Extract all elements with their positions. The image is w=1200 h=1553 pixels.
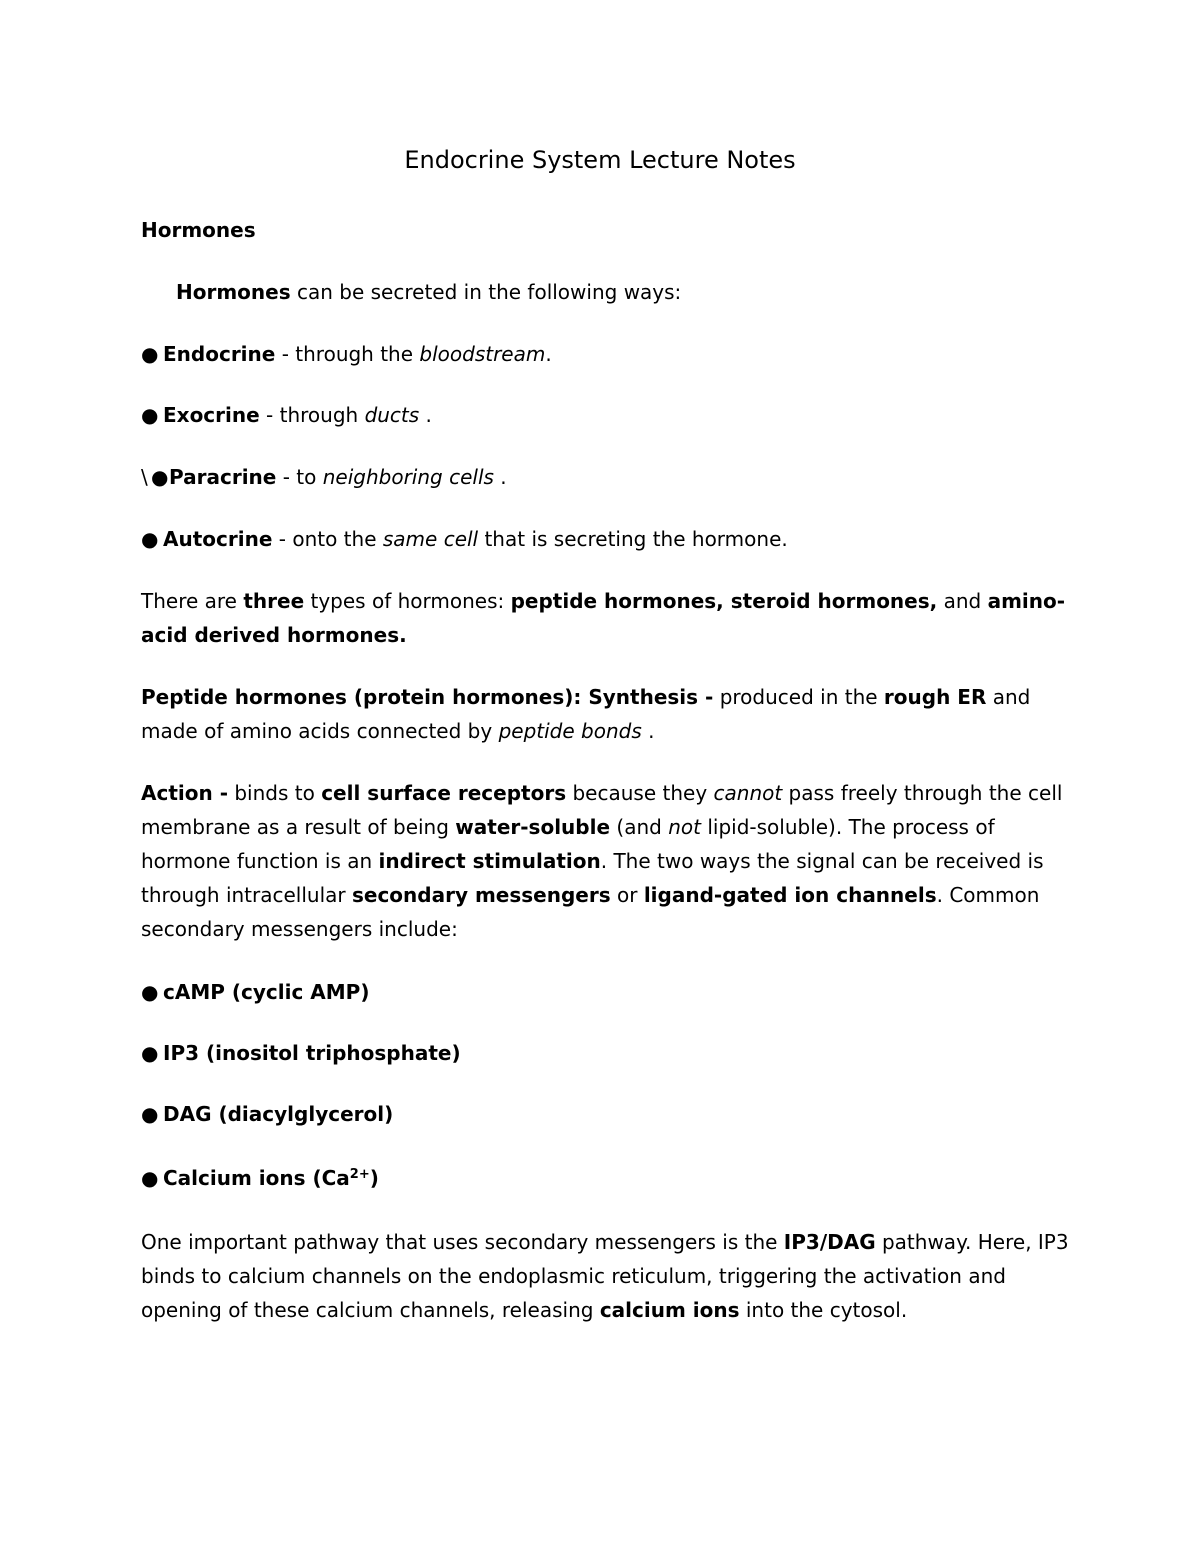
types-paragraph-line-1: There are three types of hormones: peptide hormones, steroid hormones, and amino- bbox=[141, 589, 1066, 613]
bullet-icon: ● bbox=[141, 1166, 159, 1190]
pathway-paragraph-line-1: One important pathway that uses secondary messengers is the IP3/DAG pathway. Here, IP3 bbox=[141, 1230, 1069, 1254]
bullet-icon: ● bbox=[141, 527, 159, 551]
peptide-paragraph-line-1: Peptide hormones (protein hormones): Synthesis - produced in the rough ER and bbox=[141, 685, 1031, 709]
peptide-paragraph-line-2: made of amino acids connected by peptide bonds . bbox=[141, 719, 655, 743]
list-item: ● cAMP (cyclic AMP) bbox=[141, 975, 1061, 1009]
list-item: \ ●Paracrine - to neighboring cells . bbox=[141, 460, 1061, 494]
list-item: ● Exocrine - through ducts . bbox=[141, 398, 1061, 432]
document-title: Endocrine System Lecture Notes bbox=[404, 146, 796, 174]
list-item: ● IP3 (inositol triphosphate) bbox=[141, 1036, 1061, 1070]
action-paragraph-line-5: secondary messengers include: bbox=[141, 917, 458, 941]
pathway-paragraph-line-3: opening of these calcium channels, releasing calcium ions into the cytosol. bbox=[141, 1298, 908, 1322]
action-paragraph-line-4: through intracellular secondary messengers or ligand-gated ion channels. Common bbox=[141, 883, 1040, 907]
bullet-icon: ● bbox=[141, 403, 159, 427]
pathway-paragraph-line-2: binds to calcium channels on the endoplasmic reticulum, triggering the activation and bbox=[141, 1264, 1006, 1288]
intro-bold: Hormones bbox=[176, 280, 291, 304]
bullet-icon: ● bbox=[141, 980, 159, 1004]
intro-line: Hormones can be secreted in the following ways: bbox=[176, 280, 682, 304]
list-item: ● DAG (diacylglycerol) bbox=[141, 1097, 1061, 1131]
list-item: ● Autocrine - onto the same cell that is secreting the hormone. bbox=[141, 522, 1061, 556]
action-paragraph-line-1: Action - binds to cell surface receptors because they cannot pass freely through the cell bbox=[141, 781, 1063, 805]
section-heading: Hormones bbox=[141, 218, 256, 242]
stray-backslash: \ bbox=[141, 465, 148, 489]
bullet-icon: ● bbox=[141, 1102, 159, 1126]
bullet-icon: ● bbox=[141, 1041, 159, 1065]
list-item: ● Calcium ions $(Ca^{2+})$ bbox=[141, 1161, 1061, 1195]
action-paragraph-line-3: hormone function is an indirect stimulation. The two ways the signal can be received is bbox=[141, 849, 1044, 873]
list-item: ● Endocrine - through the bloodstream. bbox=[141, 337, 1061, 371]
bullet-icon: ● bbox=[141, 342, 159, 366]
types-paragraph-line-2: acid derived hormones. bbox=[141, 623, 407, 647]
action-paragraph-line-2: membrane as a result of being water-soluble (and not lipid-soluble). The process of bbox=[141, 815, 995, 839]
bullet-icon: ● bbox=[151, 465, 169, 489]
